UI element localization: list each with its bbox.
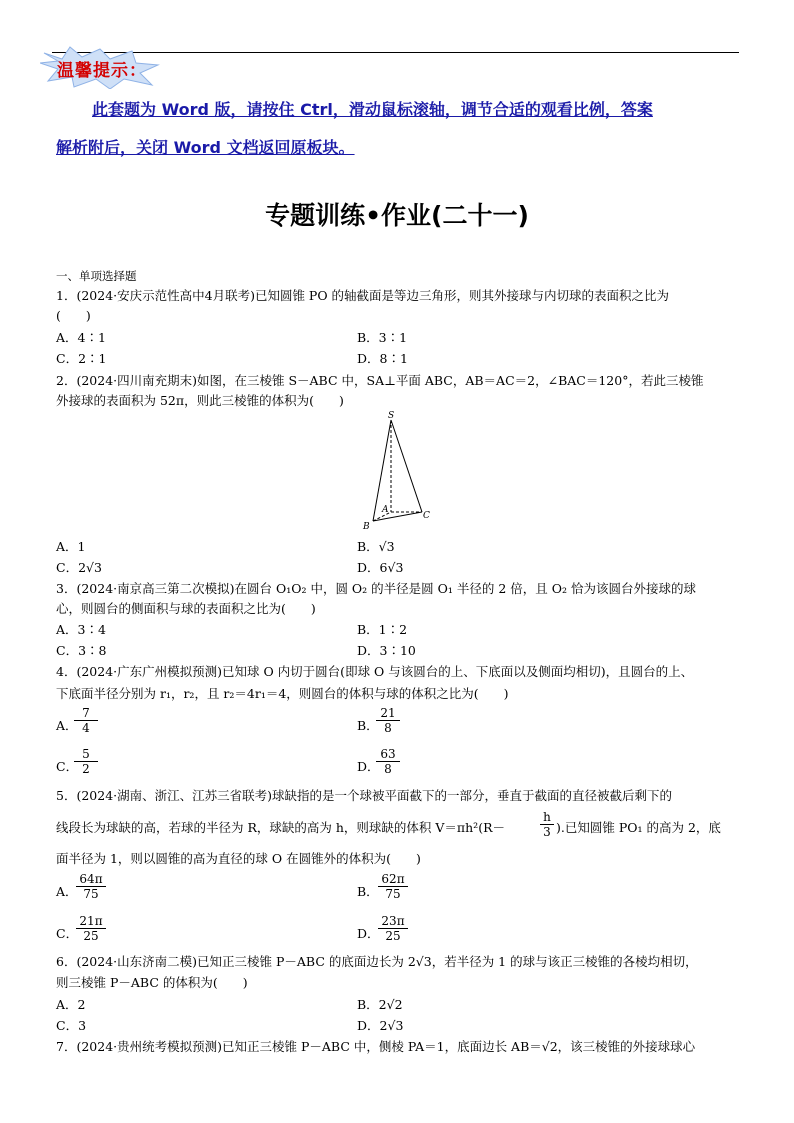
q2-option-d: D．6√3 xyxy=(357,560,404,575)
q5-option-c-fraction: $\frac{21\pi}{25}$ xyxy=(76,914,106,943)
q4-option-a-fraction: $\frac{7}{4}$ xyxy=(74,706,98,735)
q6-option-c: C．3 xyxy=(56,1018,87,1033)
q3-stem-line2: 心，则圆台的侧面积与球的表面积之比为( ) xyxy=(56,601,316,616)
tetrahedron-figure xyxy=(360,408,440,533)
q6-option-d: D．2√3 xyxy=(357,1018,404,1033)
q5-option-b-label: B． xyxy=(357,884,379,899)
notice-line-2: 解析附后，关闭 Word 文档返回原板块。 xyxy=(56,138,355,157)
q1-stem-line2: ( ) xyxy=(56,308,91,323)
q1-stem-line1: 1．(2024·安庆示范性高中4月联考)已知圆锥 PO 的轴截面是等边三角形，则其外接球与内切球的表面积之比为 xyxy=(56,288,670,303)
q4-option-a-label: A． xyxy=(56,718,78,733)
q5-option-b-fraction: $\frac{62\pi}{75}$ xyxy=(378,872,408,901)
notice-line-1: 此套题为 Word 版，请按住 Ctrl，滑动鼠标滚轴，调节合适的观看比例，答案 xyxy=(92,100,653,119)
vertex-s-label: S xyxy=(388,411,395,421)
notice-label: 温馨提示： xyxy=(57,61,147,81)
page-title: 专题训练•作业(二十一) xyxy=(265,201,529,230)
vertex-b-label: B xyxy=(363,522,370,532)
q5-stem-line3: 面半径为 1，则以圆锥的高为直径的球 O 在圆锥外的体积为( ) xyxy=(56,851,421,866)
q6-stem-line2: 则三棱锥 P－ABC 的体积为( ) xyxy=(56,975,248,990)
q5-stem-line2b: ).已知圆锥 PO₁ 的高为 2，底 xyxy=(556,820,721,835)
q7-stem-line1: 7．(2024·贵州统考模拟预测)已知正三棱锥 P－ABC 中，侧棱 PA＝1，底面边长 AB＝√2，该三棱锥的外接球球心 xyxy=(56,1039,696,1054)
q5-stem-line2a: 线段长为球缺的高，若球的半径为 R，球缺的高为 h，则球缺的体积 V＝πh²(R－ xyxy=(56,820,505,835)
q5-stem-line1: 5．(2024·湖南、浙江、江苏三省联考)球缺指的是一个球被平面截下的一部分，垂直于截面的直径被截后剩下的 xyxy=(56,788,672,803)
q1-option-a: A．4∶1 xyxy=(56,330,106,345)
q4-stem-line2: 下底面半径分别为 r₁，r₂，且 r₂＝4r₁＝4，则圆台的体积与球的体积之比为( ) xyxy=(56,686,509,701)
q6-stem-line1: 6．(2024·山东济南二模)已知正三棱锥 P－ABC 的底面边长为 2√3，若半径为 1 的球与该正三棱锥的各棱均相切， xyxy=(56,954,698,969)
q4-option-c-fraction: $\frac{5}{2}$ xyxy=(74,747,98,776)
q3-option-d: D．3∶10 xyxy=(357,643,416,658)
q2-option-a: A．1 xyxy=(56,539,86,554)
section-heading: 一、单项选择题 xyxy=(56,269,137,283)
q5-option-d-label: D． xyxy=(357,926,380,941)
q5-option-a-label: A． xyxy=(56,884,78,899)
q5-stem-fraction: $\frac{h}{3}$ xyxy=(540,810,554,839)
q3-option-a: A．3∶4 xyxy=(56,622,106,637)
q2-stem-line1: 2．(2024·四川南充期末)如图，在三棱锥 S－ABC 中，SA⊥平面 ABC，AB＝AC＝2，∠BAC＝120°，若此三棱锥 xyxy=(56,373,704,388)
q3-stem-line1: 3．(2024·南京高三第二次模拟)在圆台 O₁O₂ 中，圆 O₂ 的半径是圆 O₁ 半径的 2 倍，且 O₂ 恰为该圆台外接球的球 xyxy=(56,581,696,596)
q1-option-b: B．3∶1 xyxy=(357,330,408,345)
q6-option-a: A．2 xyxy=(56,997,86,1012)
q4-option-d-fraction: $\frac{63}{8}$ xyxy=(376,747,400,776)
q3-option-b: B．1∶2 xyxy=(357,622,408,637)
q2-stem-line2: 外接球的表面积为 52π，则此三棱锥的体积为( ) xyxy=(56,393,344,408)
q5-option-c-label: C． xyxy=(56,926,79,941)
q2-option-c: C．2√3 xyxy=(56,560,102,575)
vertex-c-label: C xyxy=(423,511,430,521)
q4-option-d-label: D． xyxy=(357,759,380,774)
q3-option-c: C．3∶8 xyxy=(56,643,107,658)
q4-option-b-fraction: $\frac{21}{8}$ xyxy=(376,706,400,735)
vertex-a-label: A xyxy=(382,505,389,515)
q2-option-b: B．√3 xyxy=(357,539,395,554)
q4-option-b-label: B． xyxy=(357,718,379,733)
q1-option-d: D．8∶1 xyxy=(357,351,408,366)
q1-option-c: C．2∶1 xyxy=(56,351,107,366)
q4-stem-line1: 4．(2024·广东广州模拟预测)已知球 O 内切于圆台(即球 O 与该圆台的上、下底面以及侧面均相切)，且圆台的上、 xyxy=(56,664,694,679)
q6-option-b: B．2√2 xyxy=(357,997,403,1012)
q4-option-c-label: C． xyxy=(56,759,79,774)
q5-option-a-fraction: $\frac{64\pi}{75}$ xyxy=(76,872,106,901)
q5-option-d-fraction: $\frac{23\pi}{25}$ xyxy=(378,914,408,943)
